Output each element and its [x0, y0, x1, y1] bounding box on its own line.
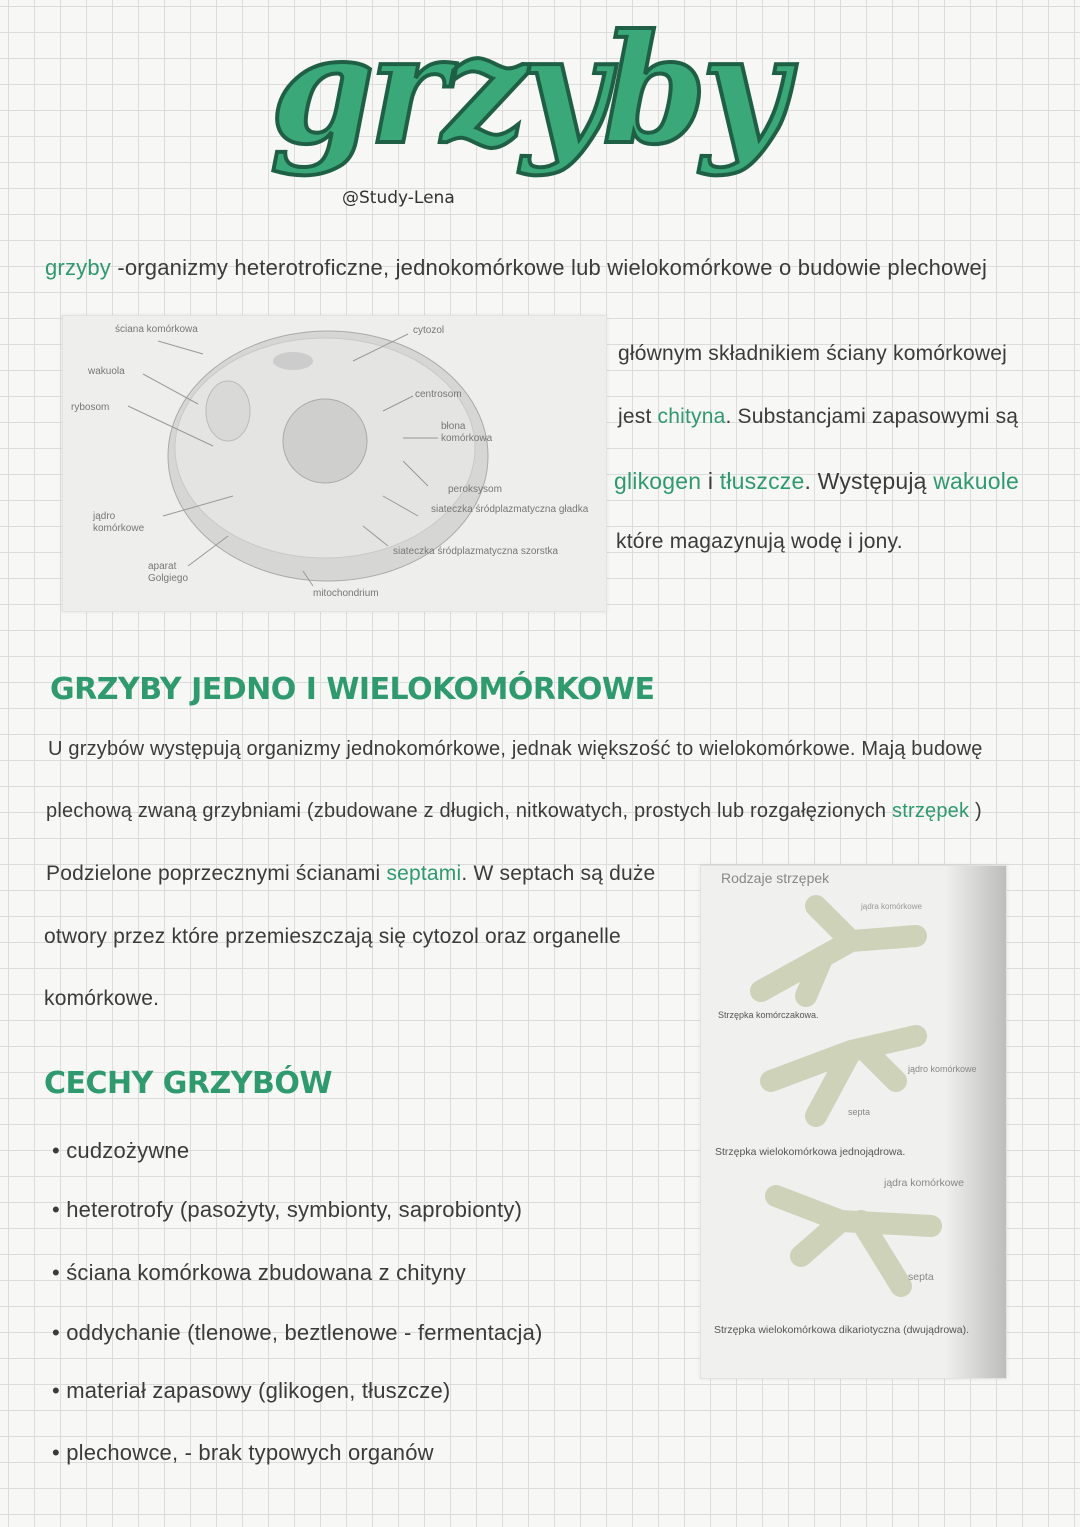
- feature-text: ściana komórkowa zbudowana z chityny: [66, 1260, 466, 1285]
- text: ): [969, 800, 982, 822]
- label-nucleus: jądro komórkowe: [93, 511, 145, 534]
- label-nuclei-3: jądra komórkowe: [884, 1177, 964, 1189]
- definition: [45, 255, 987, 281]
- text: . Substancjami zapasowymi są: [725, 405, 1019, 428]
- author-handle: @Study-Lena: [342, 188, 455, 208]
- label-golgi: aparat Golgiego: [148, 561, 189, 584]
- hyphae-figure: [700, 865, 1007, 1379]
- feature-text: plechowce, - brak typowych organów: [66, 1440, 434, 1465]
- feature-item: • ściana komórkowa zbudowana z chityny: [52, 1260, 466, 1285]
- feature-item: • oddychanie (tlenowe, beztlenowe - fermentacja): [52, 1320, 543, 1345]
- label-mitochondrium: mitochondrium: [313, 588, 379, 599]
- vacuoles-term: wakuole: [933, 468, 1020, 494]
- wall-text-line-3: [614, 468, 1019, 495]
- label-smooth-er: siateczka śródplazmatyczna gładka: [431, 504, 589, 515]
- feature-item: • plechowce, - brak typowych organów: [52, 1440, 434, 1465]
- chitin-term: chityna: [657, 405, 726, 428]
- text: Podzielone poprzecznymi ścianami: [46, 862, 387, 885]
- label-peroxisome: peroksysom: [448, 484, 502, 495]
- hyphae-term: strzępek: [892, 800, 970, 822]
- text: . Występują: [804, 468, 934, 494]
- label-cytosol: cytozol: [413, 325, 445, 336]
- label-nuclei-1: jądra komórkowe: [861, 902, 922, 911]
- feature-text: cudzożywne: [66, 1138, 190, 1163]
- section1-line-3: [46, 862, 655, 886]
- wall-text-line-1: głównym składnikiem ściany komórkowej: [618, 342, 1008, 365]
- feature-text: heterotrofy (pasożyty, symbionty, saprobionty): [66, 1197, 523, 1222]
- text: . W septach są duże: [461, 862, 656, 885]
- label-vacuole: wakuola: [88, 366, 125, 377]
- label-centrosome: centrosom: [415, 389, 462, 400]
- text: jest: [618, 405, 658, 428]
- label-nucleus-2: jądro komórkowe: [908, 1064, 977, 1074]
- wall-text-line-2: [618, 405, 1018, 429]
- feature-item: • cudzożywne: [52, 1138, 190, 1163]
- caption-coenocytic: Strzępka komórczakowa.: [718, 1010, 819, 1020]
- text: plechową zwaną grzybniami (zbudowane z długich, nitkowatych, prostych lub rozgałęzionych: [46, 800, 893, 822]
- page-title: grzyby: [270, 2, 783, 178]
- label-septa-2: septa: [848, 1107, 871, 1117]
- fats-term: tłuszcze: [719, 468, 805, 494]
- text: i: [701, 468, 720, 494]
- label-ribosome: rybosom: [71, 402, 110, 413]
- caption-monokaryotic: Strzępka wielokomórkowa jednojądrowa.: [715, 1146, 906, 1158]
- section1-line-4: otwory przez które przemieszczają się cytozol oraz organelle: [44, 925, 621, 948]
- feature-item: • materiał zapasowy (glikogen, tłuszcze): [52, 1378, 451, 1403]
- hyphae-illustration: [701, 866, 1006, 1378]
- section-heading-uni-multicellular: GRZYBY JEDNO I WIELOKOMÓRKOWE: [50, 672, 655, 707]
- label-cell-membrane: błona komórkowa: [441, 421, 493, 444]
- definition-text: -organizmy heterotroficzne, jednokomórkowe lub wielokomórkowe o budowie plechowej: [117, 255, 988, 280]
- label-septa-3: septa: [908, 1271, 934, 1283]
- wall-text-line-4: które magazynują wodę i jony.: [616, 530, 903, 553]
- section1-line-2: [46, 800, 982, 823]
- section1-line-5: komórkowe.: [44, 987, 160, 1010]
- section1-line-1: U grzybów występują organizmy jednokomórkowe, jednak większość to wielokomórkowe. Mają budowę: [48, 738, 983, 760]
- label-rough-er: siateczka śródplazmatyczna szorstka: [393, 546, 559, 557]
- cell-diagram: [62, 315, 607, 612]
- label-cell-wall: ściana komórkowa: [115, 324, 198, 335]
- hyphae-figure-title: Rodzaje strzępek: [721, 870, 830, 886]
- feature-item: • heterotrofy (pasożyty, symbionty, saprobionty): [52, 1197, 523, 1222]
- glycogen-term: glikogen: [614, 468, 702, 494]
- septa-term: septami: [386, 862, 462, 885]
- caption-dikaryotic: Strzępka wielokomórkowa dikariotyczna (dwujądrowa).: [714, 1324, 970, 1336]
- feature-text: materiał zapasowy (glikogen, tłuszcze): [66, 1378, 451, 1403]
- feature-text: oddychanie (tlenowe, beztlenowe - fermentacja): [66, 1320, 543, 1345]
- section-heading-features: CECHY GRZYBÓW: [44, 1066, 332, 1101]
- definition-term: grzyby: [45, 255, 111, 280]
- cell-illustration: [63, 316, 606, 611]
